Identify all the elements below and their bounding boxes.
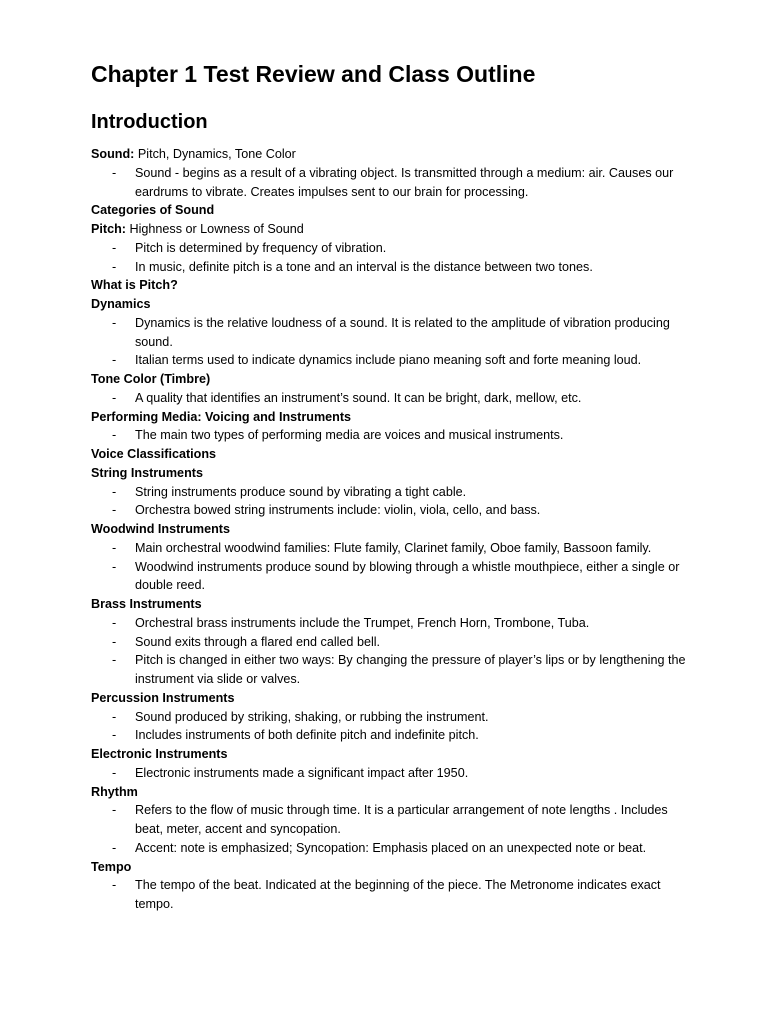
document-title: Chapter 1 Test Review and Class Outline [91, 61, 536, 87]
list-item-text: Pitch is changed in either two ways: By changing the pressure of player’s lips or by lengthening the instrument via slide or valves. [135, 653, 686, 686]
list-item-text: Includes instruments of both definite pitch and indefinite pitch. [135, 728, 479, 743]
section-title-introduction: Introduction [91, 111, 208, 133]
heading-string-instruments: String Instruments [91, 465, 203, 480]
list-item-text: Pitch is determined by frequency of vibration. [135, 240, 387, 255]
pitch-line [91, 220, 691, 239]
heading-percussion-instruments: Percussion Instruments [91, 690, 235, 705]
pitch-text: Highness or Lowness of Sound [125, 222, 304, 236]
list-item [91, 633, 691, 652]
bullet-marker: - [112, 390, 117, 405]
heading-tone-color: Tone Color (Timbre) [91, 372, 211, 386]
list-item [91, 351, 691, 370]
list-item-text: Orchestral brass instruments include the Trumpet, French Horn, Trombone, Tuba. [135, 615, 590, 630]
bullet-marker: - [112, 615, 117, 630]
list-item-text: A quality that identifies an instrument’s sound. It can be bright, dark, mellow, etc. [135, 390, 582, 405]
list-item [91, 426, 691, 445]
list-item [91, 483, 691, 502]
bullet-marker: - [112, 709, 117, 724]
bullet-marker: - [112, 259, 117, 274]
list-item-text: Sound produced by striking, shaking, or rubbing the instrument. [135, 709, 489, 724]
bullet-marker: - [112, 728, 117, 743]
bullet-marker: - [112, 484, 117, 499]
list-item-text: Sound exits through a flared end called bell. [135, 634, 381, 649]
list-item-text: Dynamics is the relative loudness of a sound. It is related to the amplitude of vibration producing sound. [135, 315, 670, 349]
heading-rhythm: Rhythm [91, 784, 138, 799]
bullet-marker: - [112, 840, 117, 855]
bullet-marker: - [112, 353, 117, 368]
list-item-text: Woodwind instruments produce sound by blowing through a whistle mouthpiece, either a single or double reed. [135, 559, 680, 593]
sound-text: Pitch, Dynamics, Tone Color [134, 147, 296, 161]
bullet-marker: - [112, 165, 117, 180]
heading-performing-media: Performing Media: Voicing and Instruments [91, 409, 352, 424]
list-item [91, 164, 691, 202]
list-item [91, 501, 691, 520]
list-item [91, 708, 691, 727]
list-item-text: The tempo of the beat. Indicated at the beginning of the piece. The Metronome indicates exact tempo. [135, 878, 661, 911]
list-item-text: Main orchestral woodwind families: Flute family, Clarinet family, Oboe family, Bassoon family. [135, 540, 652, 555]
list-item-text: Italian terms used to indicate dynamics include piano meaning soft and forte meaning loud. [135, 353, 642, 368]
heading-tempo: Tempo [91, 859, 132, 874]
heading-categories-of-sound: Categories of Sound [91, 203, 215, 218]
heading-brass-instruments: Brass Instruments [91, 597, 202, 611]
bullet-marker: - [112, 878, 117, 893]
list-item [91, 614, 691, 633]
bullet-marker: - [112, 559, 117, 574]
sound-line [91, 145, 691, 164]
list-item [91, 876, 691, 914]
bullet-marker: - [112, 540, 117, 555]
list-item [91, 239, 691, 258]
list-item [91, 764, 691, 783]
list-item [91, 558, 691, 596]
list-item [91, 258, 691, 277]
heading-woodwind-instruments: Woodwind Instruments [91, 522, 230, 536]
bullet-marker: - [112, 653, 117, 668]
heading-dynamics: Dynamics [91, 297, 151, 311]
heading-electronic-instruments: Electronic Instruments [91, 747, 228, 761]
bullet-marker: - [112, 503, 117, 518]
list-item [91, 651, 691, 689]
list-item [91, 314, 691, 352]
bullet-marker: - [112, 428, 117, 443]
list-item [91, 539, 691, 558]
list-item-text: Orchestra bowed string instruments include: violin, viola, cello, and bass. [135, 503, 541, 518]
pitch-label: Pitch: [91, 222, 126, 236]
sound-label: Sound: [91, 147, 135, 161]
list-item [91, 801, 691, 839]
bullet-marker: - [112, 803, 117, 818]
list-item-text: Refers to the flow of music through time. It is a particular arrangement of note lengths . Includes beat, meter, accent and syncopation. [135, 803, 668, 836]
list-item [91, 726, 691, 745]
list-item-text: Accent: note is emphasized; Syncopation: Emphasis placed on an unexpected note or beat. [135, 840, 647, 855]
heading-what-is-pitch: What is Pitch? [91, 278, 178, 293]
list-item-text: String instruments produce sound by vibrating a tight cable. [135, 484, 467, 499]
list-item-text: The main two types of performing media are voices and musical instruments. [135, 428, 564, 443]
list-item-text: Electronic instruments made a significant impact after 1950. [135, 765, 469, 780]
heading-voice-classifications: Voice Classifications [91, 447, 217, 461]
document-body [91, 145, 691, 914]
list-item [91, 839, 691, 858]
list-item-text: Sound - begins as a result of a vibrating object. Is transmitted through a medium: air. Causes our eardrums to vibrate. Creates impulses sent to our brain for processing. [135, 165, 674, 199]
list-item [91, 389, 691, 408]
bullet-marker: - [112, 634, 117, 649]
bullet-marker: - [112, 315, 117, 330]
bullet-marker: - [112, 765, 117, 780]
list-item-text: In music, definite pitch is a tone and an interval is the distance between two tones. [135, 259, 593, 274]
bullet-marker: - [112, 240, 117, 255]
